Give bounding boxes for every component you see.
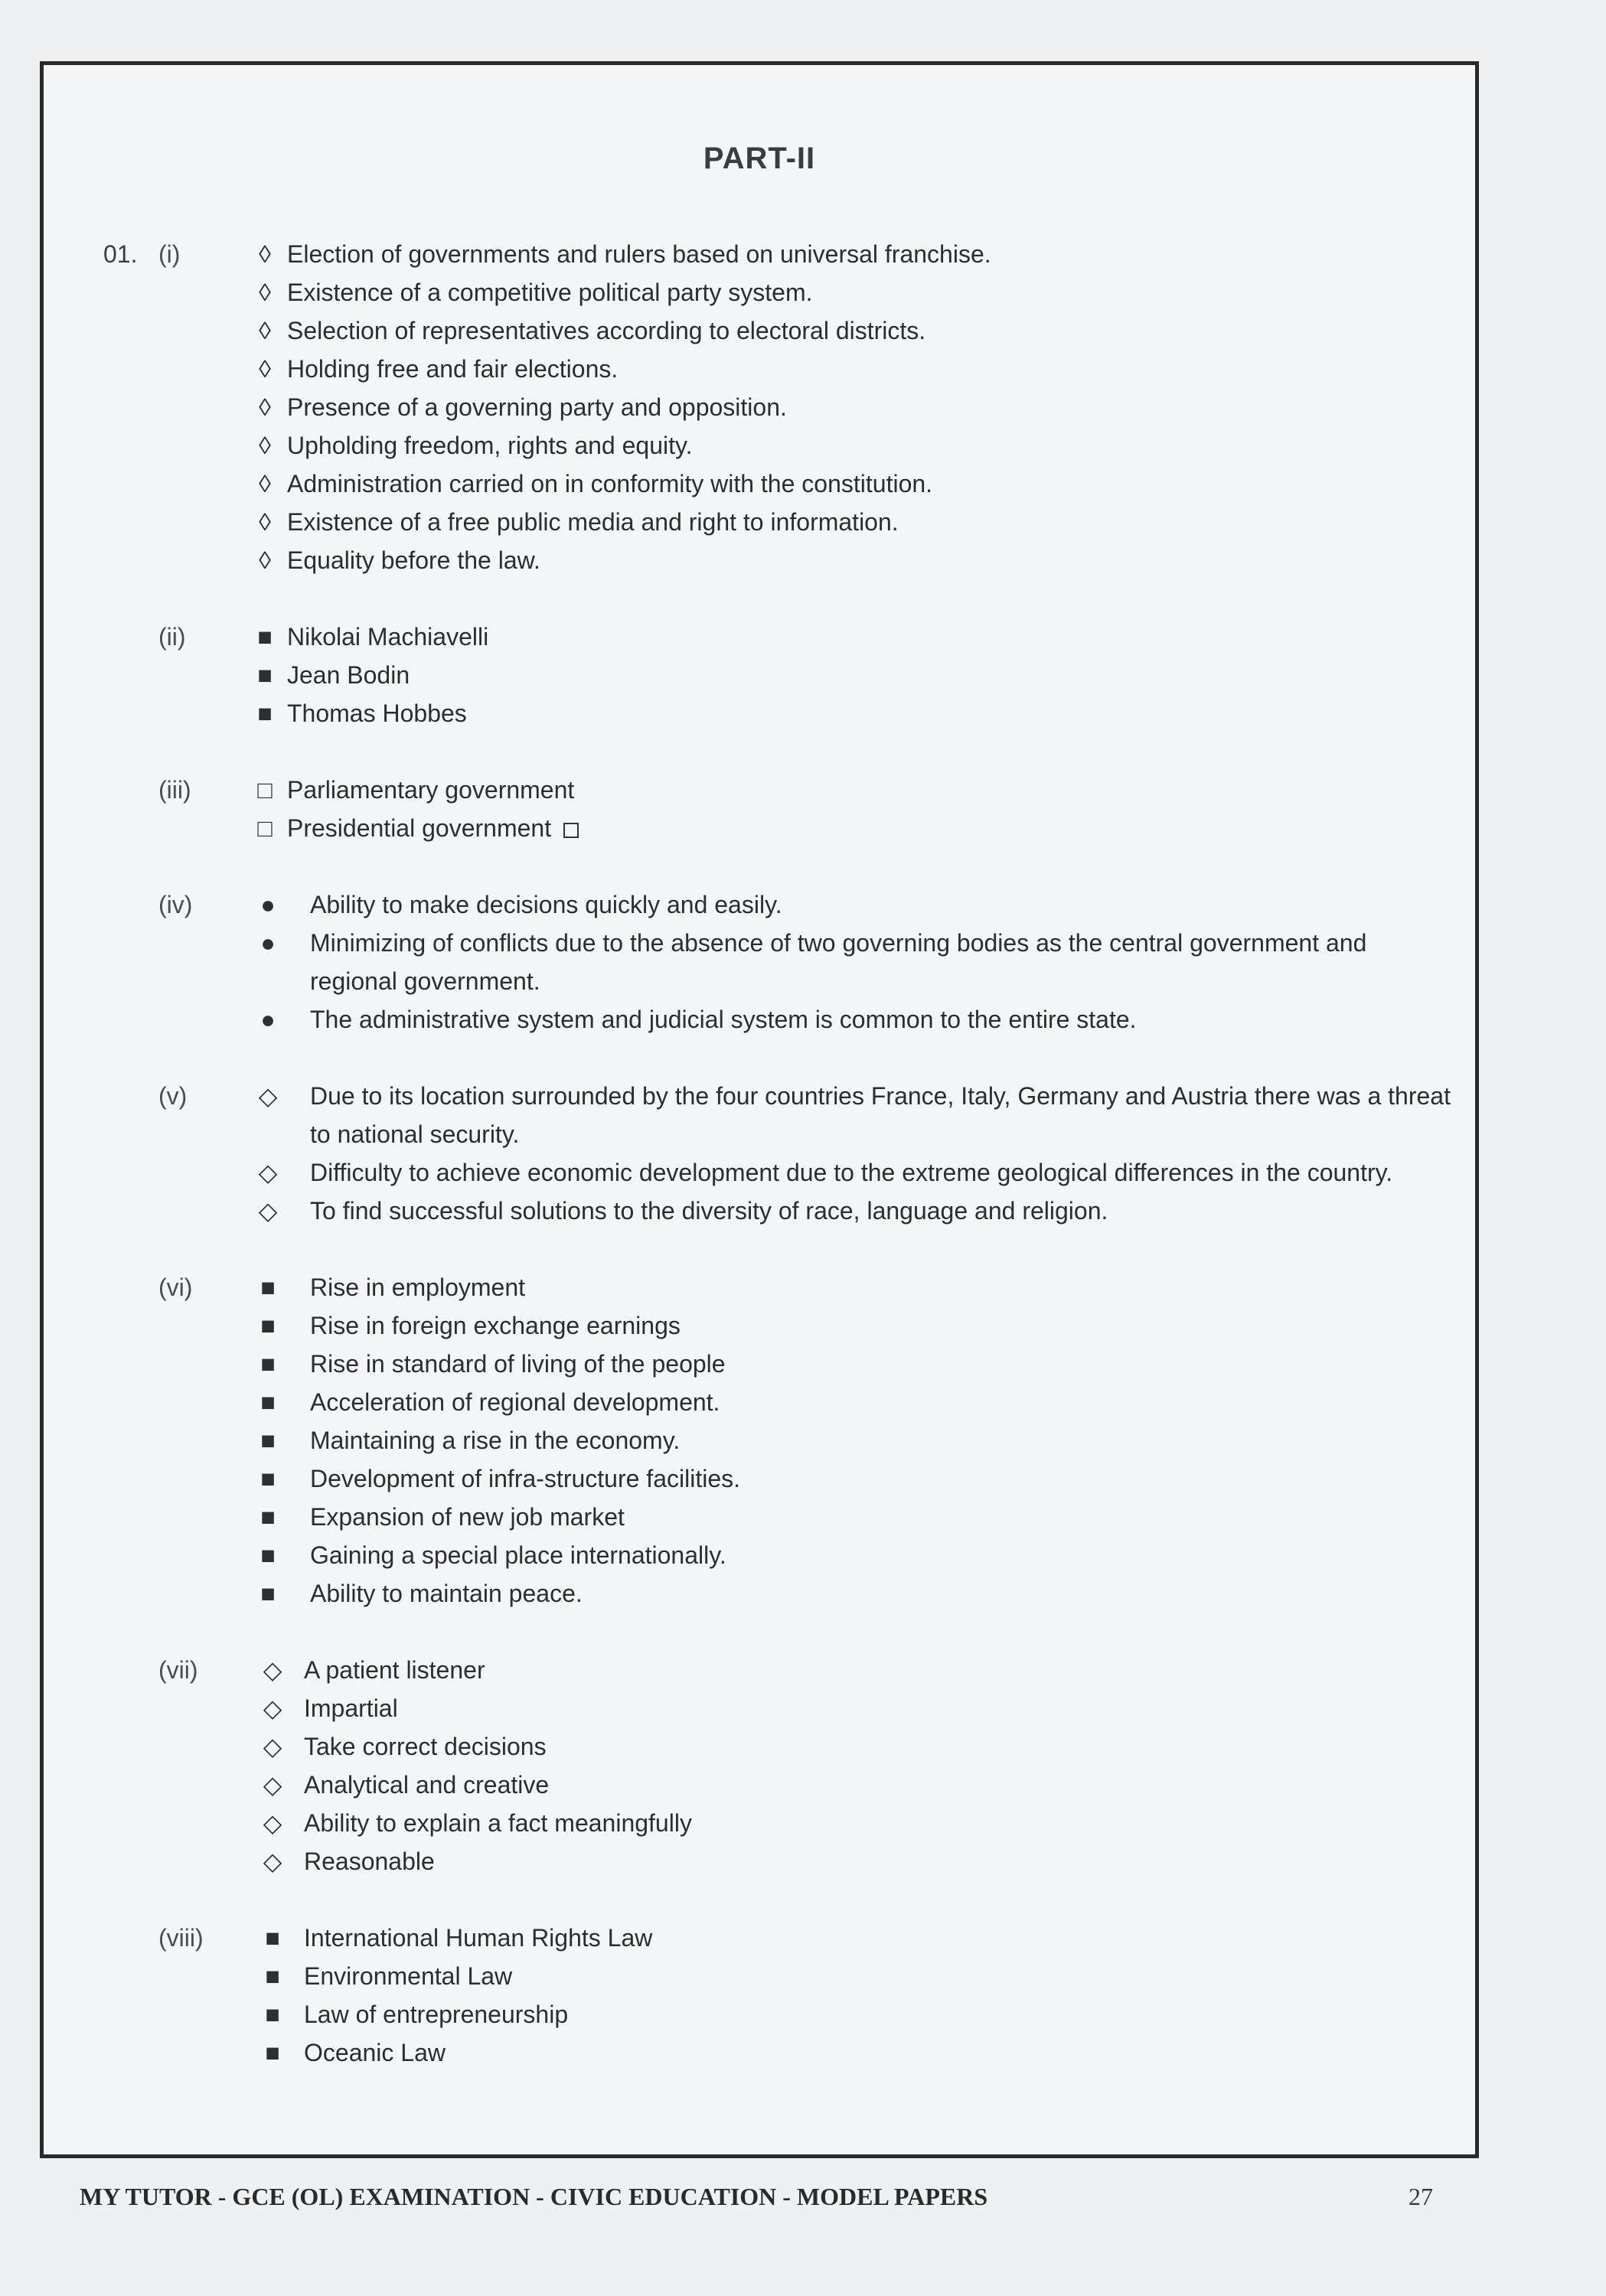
bullet-icon: ■ (257, 623, 273, 651)
list-item-text: Presidential government (287, 814, 552, 842)
bullet-icon: ◊ (259, 546, 271, 574)
bullet-icon: ■ (265, 1924, 280, 1952)
bullet-icon: ◊ (259, 393, 271, 421)
list-item (103, 1192, 1451, 1230)
bullet-icon: ◇ (263, 1771, 282, 1799)
list-item-text: Analytical and creative (304, 1771, 550, 1799)
bullet-icon: ◊ (259, 508, 271, 536)
list-item (103, 1153, 1451, 1192)
list-item (103, 1651, 1451, 1689)
bullet-icon: ■ (260, 1274, 276, 1301)
answer-section (103, 235, 1451, 579)
bullet-icon: ◊ (259, 470, 271, 497)
list-item-text: Election of governments and rulers based on universal franchise. (287, 240, 991, 268)
list-item (103, 235, 1451, 273)
bullet-icon: ◊ (259, 279, 271, 306)
list-item (103, 311, 1451, 350)
bullet-icon: ■ (265, 2039, 280, 2066)
list-item-text: Rise in standard of living of the people (310, 1350, 726, 1378)
list-item-text: Administration carried on in conformity with the constitution. (287, 470, 933, 497)
bullet-icon: ■ (257, 700, 273, 727)
list-item-text: Minimizing of conflicts due to the absence of two governing bodies as the central government and regional government. (310, 929, 1367, 995)
list-item-text: To find successful solutions to the diversity of race, language and religion. (310, 1197, 1108, 1225)
list-item-text: Gaining a special place internationally. (310, 1541, 726, 1569)
bullet-icon: □ (257, 814, 273, 842)
list-item-text: Existence of a free public media and right to information. (287, 508, 899, 536)
checkbox-square-icon (563, 823, 579, 838)
section-label: (iii) (158, 776, 191, 804)
list-item (103, 2033, 1451, 2072)
list-item-text: Take correct decisions (304, 1733, 547, 1760)
bullet-icon: ● (260, 929, 276, 957)
list-item (103, 1306, 1451, 1345)
bullet-icon: ◇ (263, 1733, 282, 1760)
bullet-icon: ◊ (259, 240, 271, 268)
list-item-text: A patient listener (304, 1656, 485, 1684)
list-item (103, 885, 1451, 924)
bullet-icon: ■ (260, 1503, 276, 1531)
list-item-text: Ability to make decisions quickly and easily. (310, 891, 782, 918)
list-item-text: Difficulty to achieve economic development due to the extreme geological differences in the country. (310, 1159, 1393, 1186)
section-label: (vii) (158, 1656, 198, 1684)
question-number: 01. (103, 240, 138, 268)
list-item-text: Rise in employment (310, 1274, 525, 1301)
answer-section (103, 1077, 1451, 1230)
list-item (103, 1383, 1451, 1421)
bullet-icon: ■ (260, 1388, 276, 1416)
bullet-icon: ◇ (263, 1656, 282, 1684)
list-item (103, 1919, 1451, 1957)
list-item-text: Impartial (304, 1694, 398, 1722)
bullet-icon: ● (260, 891, 276, 918)
answer-section (103, 885, 1451, 1039)
list-item-text: Rise in foreign exchange earnings (310, 1312, 681, 1339)
list-item (103, 1459, 1451, 1498)
list-item-text: Due to its location surrounded by the four countries France, Italy, Germany and Austria there was a threat to national security. (310, 1082, 1451, 1148)
section-label: (iv) (158, 891, 193, 918)
page-title: PART-II (703, 142, 816, 175)
list-item (103, 771, 1451, 809)
list-item (103, 350, 1451, 388)
bullet-icon: ■ (265, 1962, 280, 1990)
page-number: 27 (1409, 2183, 1433, 2210)
bullet-icon: ◇ (258, 1197, 278, 1225)
bullet-icon: ◇ (258, 1082, 278, 1110)
list-item (103, 1536, 1451, 1574)
list-item (103, 1995, 1451, 2033)
bullet-icon: ◇ (263, 1809, 282, 1837)
section-label: (viii) (158, 1924, 204, 1952)
bullet-icon: ■ (265, 2001, 280, 2028)
list-item (103, 1804, 1451, 1842)
list-item (103, 1842, 1451, 1880)
list-item (103, 1345, 1451, 1383)
list-item (103, 1077, 1451, 1153)
list-item (103, 426, 1451, 465)
list-item-text: Presence of a governing party and opposition. (287, 393, 787, 421)
list-item (103, 1727, 1451, 1766)
list-item (103, 924, 1451, 1000)
list-item (103, 1574, 1451, 1613)
list-item (103, 541, 1451, 579)
list-item-text: Oceanic Law (304, 2039, 446, 2066)
footer-title: MY TUTOR - GCE (OL) EXAMINATION - CIVIC EDUCATION - MODEL PAPERS (80, 2183, 988, 2210)
answer-content (103, 235, 1451, 2110)
list-item-text: Parliamentary government (287, 776, 575, 804)
bullet-icon: ◇ (258, 1159, 278, 1186)
list-item-text: International Human Rights Law (304, 1924, 653, 1952)
list-item-text: Reasonable (304, 1848, 435, 1875)
answer-section (103, 1651, 1451, 1880)
list-item-text: The administrative system and judicial system is common to the entire state. (310, 1006, 1137, 1033)
list-item-text: Existence of a competitive political party system. (287, 279, 813, 306)
list-item-text: Selection of representatives according to electoral districts. (287, 317, 926, 344)
bullet-icon: ■ (260, 1541, 276, 1569)
list-item-text: Thomas Hobbes (287, 700, 467, 727)
bullet-icon: □ (257, 776, 273, 804)
list-item (103, 809, 1451, 847)
list-item (103, 656, 1451, 694)
bullet-icon: ■ (257, 661, 273, 689)
bullet-icon: ● (260, 1006, 276, 1033)
list-item-text: Environmental Law (304, 1962, 513, 1990)
bullet-icon: ◇ (263, 1694, 282, 1722)
answer-section (103, 1268, 1451, 1613)
list-item (103, 1268, 1451, 1306)
list-item (103, 1000, 1451, 1039)
section-label: (i) (158, 240, 181, 268)
bullet-icon: ■ (260, 1465, 276, 1492)
bullet-icon: ■ (260, 1312, 276, 1339)
answer-section (103, 1919, 1451, 2072)
list-item (103, 1498, 1451, 1536)
list-item-text: Acceleration of regional development. (310, 1388, 720, 1416)
answer-section (103, 771, 1451, 847)
bullet-icon: ◊ (259, 317, 271, 344)
list-item (103, 1957, 1451, 1995)
bullet-icon: ■ (260, 1427, 276, 1454)
list-item (103, 1421, 1451, 1459)
bullet-icon: ◇ (263, 1848, 282, 1875)
bullet-icon: ■ (260, 1350, 276, 1378)
list-item-text: Equality before the law. (287, 546, 540, 574)
answer-section (103, 618, 1451, 732)
bullet-icon: ■ (260, 1580, 276, 1607)
section-label: (vi) (158, 1274, 193, 1301)
list-item (103, 1766, 1451, 1804)
list-item-text: Nikolai Machiavelli (287, 623, 489, 651)
list-item (103, 273, 1451, 311)
section-label: (ii) (158, 623, 186, 651)
list-item-text: Ability to maintain peace. (310, 1580, 583, 1607)
list-item-text: Upholding freedom, rights and equity. (287, 432, 693, 459)
list-item-text: Ability to explain a fact meaningfully (304, 1809, 692, 1837)
answer-sections (103, 235, 1451, 2072)
list-item-text: Development of infra-structure facilities. (310, 1465, 740, 1492)
list-item-text: Jean Bodin (287, 661, 410, 689)
answer-sheet-frame (40, 61, 1479, 2158)
list-item (103, 618, 1451, 656)
section-label: (v) (158, 1082, 188, 1110)
list-item-text: Law of entrepreneurship (304, 2001, 569, 2028)
list-item (103, 465, 1451, 503)
list-item-text: Maintaining a rise in the economy. (310, 1427, 681, 1454)
list-item (103, 388, 1451, 426)
list-item-text: Expansion of new job market (310, 1503, 625, 1531)
list-item (103, 694, 1451, 732)
list-item (103, 503, 1451, 541)
bullet-icon: ◊ (259, 432, 271, 459)
list-item-text: Holding free and fair elections. (287, 355, 619, 383)
list-item (103, 1689, 1451, 1727)
bullet-icon: ◊ (259, 355, 271, 383)
